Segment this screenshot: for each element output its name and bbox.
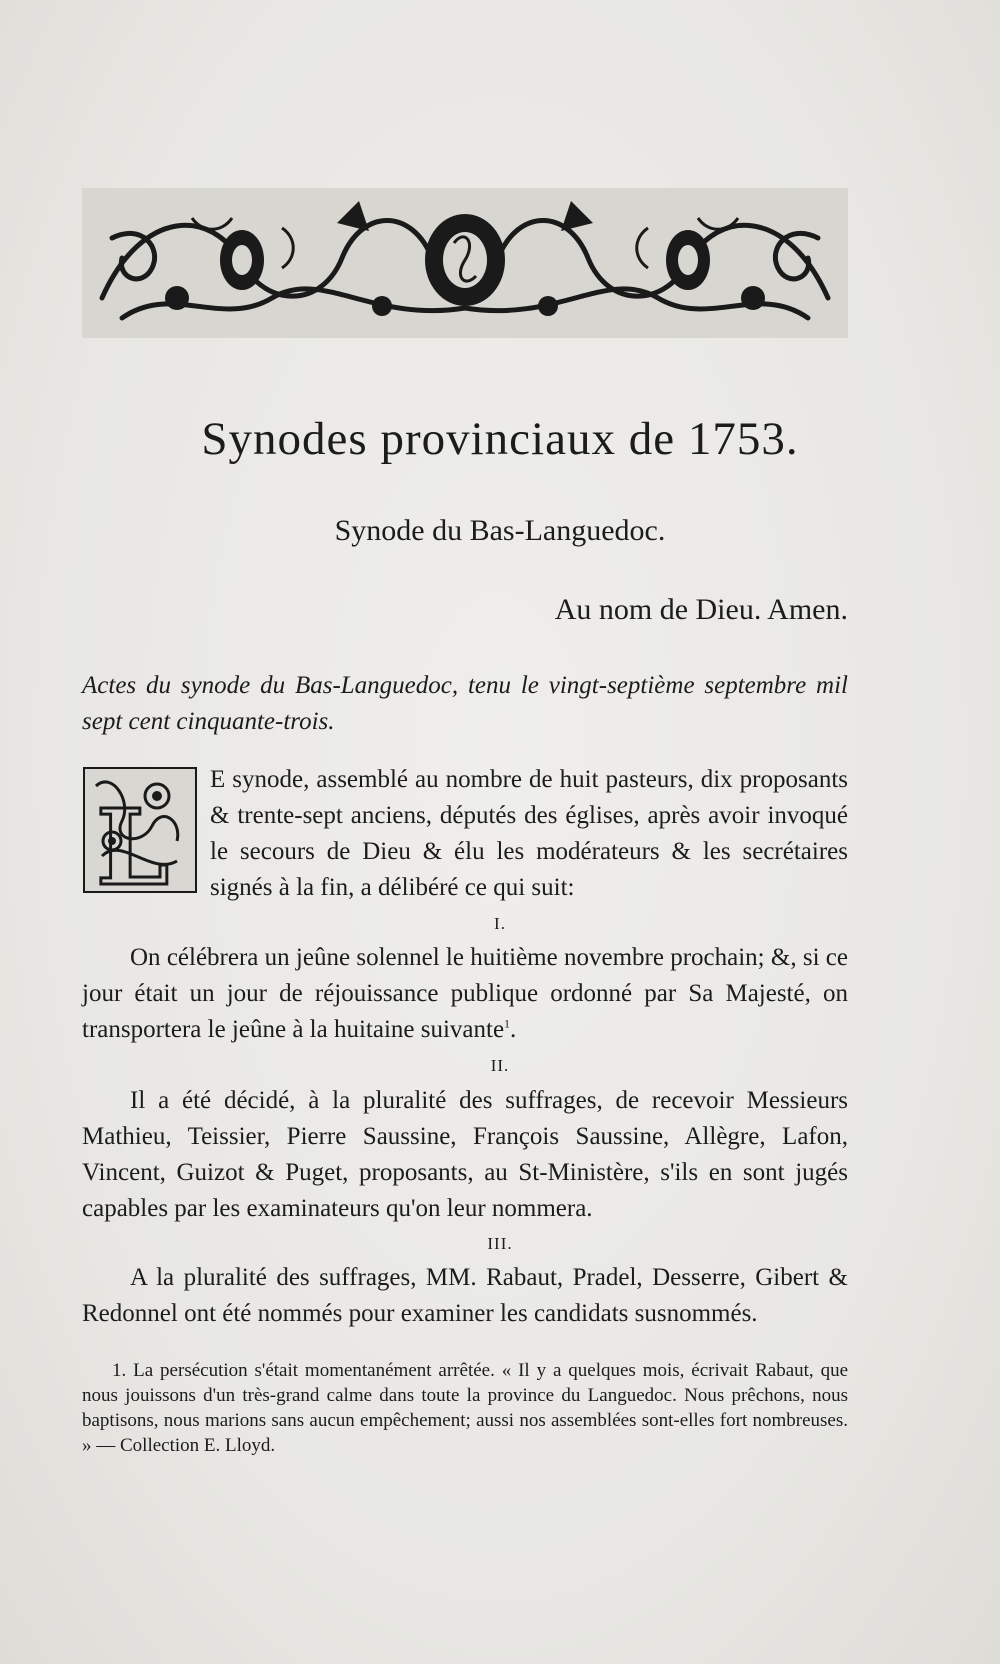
article-numeral-3: III. [487, 1234, 513, 1253]
footnote-marker: 1. [112, 1360, 127, 1381]
intro-paragraph: Actes du synode du Bas-Languedoc, tenu le vingt-septième septembre mil sept cent cinquante-trois. [82, 672, 848, 735]
article-numeral-1: I. [494, 914, 506, 933]
opening-paragraph [82, 762, 848, 906]
footnote-reference[interactable]: 1 [504, 1016, 511, 1031]
article-paragraph-2: Il a été décidé, à la pluralité des suffrages, de recevoir Messieurs Mathieu, Teissier, Pierre Saussine, François Saussine, Allègre, Lafon, Vincent, Guizot & Puget, proposants, au St-Ministère, s'ils en sont jugés capables par les examinateurs qu'on leur nommera. [82, 1087, 848, 1222]
page-title: Synodes provinciaux de 1753. [201, 413, 799, 465]
article-numeral-2: II. [490, 1056, 510, 1075]
article-text-1: On célébrera un jeûne solennel le huitième novembre prochain; &, si ce jour était un jour de réjouissance publique ordonné par Sa Majesté, on transportera le jeûne à la huitaine suivante [82, 944, 848, 1043]
article-paragraph-3: A la pluralité des suffrages, MM. Rabaut, Pradel, Desserre, Gibert & Redonnel ont été nommés pour examiner les candidats susnommés. [82, 1264, 848, 1327]
dropcap-letter: L [96, 786, 170, 894]
article-paragraph-1 [82, 940, 848, 1048]
article-text-1-end: . [510, 1016, 517, 1043]
footnote [82, 1358, 848, 1458]
opening-text: E synode, assemblé au nombre de huit pasteurs, dix proposants & trente-sept anciens, députés des églises, après avoir invoqué le secours de Dieu & élu les modérateurs & les secrétaires signés à la fin, a délibéré ce qui suit: [210, 766, 848, 901]
footnote-text: La persécution s'était momentanément arrêtée. « Il y a quelques mois, écrivait Rabaut, que nous jouissons d'un très-grand calme dans toute la province du Languedoc. Nous prêchons, nous baptisons, nous marions sans aucun empêchement; aussi nos assemblées sont-elles fort nombreuses. » — Collection E. Lloyd. [82, 1360, 848, 1456]
invocation-line: Au nom de Dieu. Amen. [554, 593, 848, 626]
ornamental-initial-icon [82, 766, 198, 894]
section-subtitle: Synode du Bas-Languedoc. [334, 514, 666, 547]
floral-headpiece-ornament-icon [82, 188, 848, 338]
